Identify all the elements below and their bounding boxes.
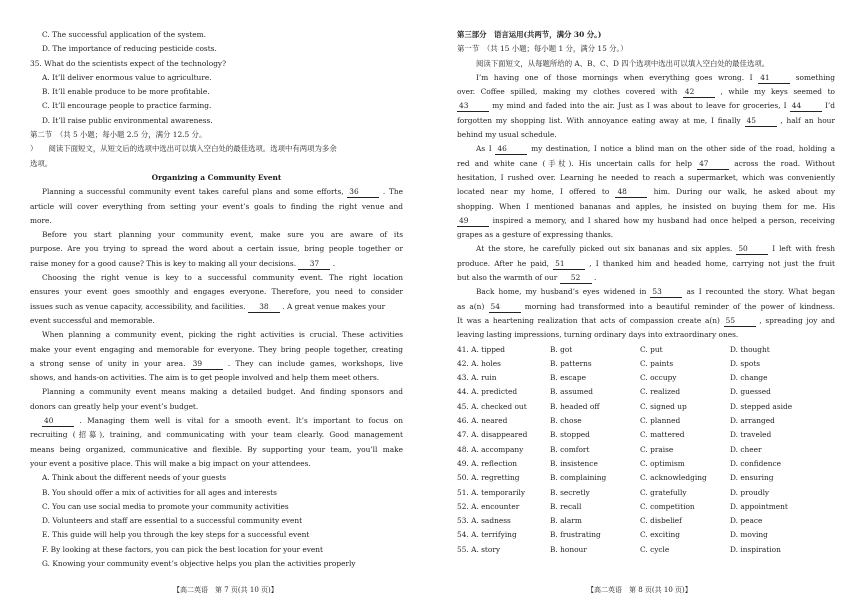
option-row [457, 457, 835, 471]
text-line [30, 300, 403, 314]
answer-blank: 43 [457, 101, 489, 112]
text-line: D. Volunteers and staff are essential to a successful community event [42, 516, 303, 526]
option-choice: 47. A. disappeared [457, 430, 528, 440]
option-choice: 48. A. accompany [457, 444, 524, 454]
text-line: shows, and hands-on activities. The aim is to get people involved and help them meet others. [30, 373, 380, 383]
option-choice: B. got [550, 344, 573, 354]
option-row [457, 528, 835, 542]
answer-blank: 45 [745, 116, 777, 127]
text-line [457, 85, 835, 99]
option-choice: C. praise [640, 444, 674, 454]
line-text: inspired a memory, and I shared how my husband had once helped a person, receiving [492, 215, 835, 225]
option-choice: D. appointment [730, 501, 788, 511]
text-line: hesitation, I rushed over. Learning he needed to reach a supermarket, which was conveniently [457, 172, 835, 182]
line-text: . They can include games, workshops, live [227, 358, 403, 368]
line-text: I’d [824, 101, 835, 111]
exam-page-8 [430, 0, 860, 608]
option-row [457, 500, 835, 514]
text-line: event successful and memorable. [30, 315, 155, 325]
option-row [457, 414, 835, 428]
option-choice: C. competition [640, 501, 695, 511]
option-choice: D. ensuring [730, 473, 774, 483]
line-text: my mind and faded into the air. Just as I was about to leave for groceries, I [492, 101, 787, 111]
text-line: make your event engaging and memorable for everyone. They bring people together, creating [30, 344, 403, 354]
option-row [457, 343, 835, 357]
option-choice: B. honour [550, 544, 587, 554]
option-choice: D. cheer [730, 444, 762, 454]
answer-blank: 44 [790, 101, 822, 112]
text-line: 第三部分 语言运用(共两节，满分 30 分。) [457, 30, 602, 39]
option-choice: C. cycle [640, 544, 670, 554]
answer-blank: 39 [191, 359, 223, 370]
page-7-footer: 【高二英语 第 7 页(共 10 页)】 [173, 586, 278, 594]
option-choice: C. put [640, 344, 663, 354]
text-line: ） 阅读下面短文，从短文后的选项中选出可以填入空白处的最佳选项。选项中有两项为多余 [30, 144, 337, 154]
text-line: Choosing the right venue is key to a successful community event. The right location [42, 273, 403, 283]
option-choice: B. patterns [550, 358, 592, 368]
line-text: my destination, I notice a blind man on the other side of the road, holding a [531, 144, 835, 154]
text-line: B. It’ll enable produce to be more profitable. [42, 87, 210, 97]
text-line: more. [30, 215, 52, 225]
line-text: , I thanked him and headed home, carrying not just the fruit [589, 258, 835, 268]
answer-blank: 41 [758, 73, 790, 84]
text-line: E. This guide will help you through the key steps for a successful event [42, 530, 310, 540]
answer-blank: 53 [650, 287, 682, 298]
page-8-text-column [457, 28, 835, 557]
line-text: as a(n) [457, 301, 485, 311]
text-line: behind my usual schedule. [457, 130, 557, 140]
option-choice: D. peace [730, 516, 763, 526]
option-choice: D. proudly [730, 487, 770, 497]
answer-blank: 36 [347, 187, 379, 198]
option-row [457, 471, 835, 485]
text-line: B. You should offer a mix of activities for all ages and interests [42, 487, 277, 497]
answer-blank: 47 [697, 159, 729, 170]
option-row [457, 357, 835, 371]
option-choice: 53. A. sadness [457, 516, 511, 526]
option-choice: C. signed up [640, 401, 687, 411]
answer-blank: 54 [489, 302, 521, 313]
text-line: ensures your event goes smoothly and engages everyone. Therefore, you need to consider [30, 287, 403, 297]
text-line: D. It’ll raise public environmental awareness. [42, 115, 213, 125]
option-choice: 41. A. tipped [457, 344, 506, 354]
option-choice: 46. A. neared [457, 416, 508, 426]
text-line: F. By looking at these factors, you can pick the best location for your event [42, 544, 324, 554]
text-line [457, 257, 835, 271]
option-choice: D. stepped aside [730, 401, 793, 411]
line-text: across the road. Without [734, 158, 835, 168]
line-text: I’m having one of those mornings when everything goes wrong. I [476, 72, 753, 82]
option-row [457, 514, 835, 528]
line-text: It was a heartening realization that acts of compassion create a(n) [457, 315, 720, 325]
option-choice: C. optimism [640, 458, 685, 468]
text-line: Before you start planning your community event, make sure you are aware of its [42, 230, 403, 240]
text-line: When planning a community event, picking the right activities is crucial. These activities [42, 330, 403, 340]
option-choice: B. headed off [550, 401, 600, 411]
option-choice: C. realized [640, 387, 681, 397]
line-text: issues such as venue capacity, accessibility, and facilities. [30, 301, 246, 311]
text-line [457, 214, 835, 228]
text-line [457, 285, 835, 299]
option-choice: B. chose [550, 416, 582, 426]
text-line: 阅读下面短文，从每题所给的 A、B、C、D 四个选项中选出可以填入空白处的最佳选项。 [476, 58, 770, 68]
option-choice: 42. A. holes [457, 358, 501, 368]
text-line: C. The successful application of the system. [42, 30, 206, 39]
text-line: 第一节 （共 15 小题；每小题 1 分，满分 15 分。） [457, 44, 628, 54]
option-row [457, 543, 835, 557]
text-line [30, 357, 403, 371]
text-line: recruiting (招募), training, and communicating with your team clearly. Good management [30, 430, 403, 440]
text-line [457, 99, 835, 113]
text-line [457, 157, 835, 171]
cloze-options-table [457, 343, 835, 557]
option-choice: B. recall [550, 501, 582, 511]
option-choice: B. escape [550, 373, 586, 383]
line-text: as I recounted the story. What began [686, 287, 835, 297]
line-text: something [795, 72, 835, 82]
option-choice: 45. A. checked out [457, 401, 527, 411]
line-text: At the store, he carefully picked out six bananas and six apples. [476, 244, 733, 254]
option-row [457, 443, 835, 457]
option-choice: 49. A. reflection [457, 458, 518, 468]
option-row [457, 371, 835, 385]
option-choice: B. alarm [550, 516, 582, 526]
text-line [457, 142, 835, 156]
line-text: . Managing them well is vital for a smooth event. It’s important to focus on [79, 416, 403, 426]
page-8-footer: 【高二英语 第 8 页(共 10 页)】 [587, 586, 692, 594]
option-choice: 43. A. ruin [457, 373, 497, 383]
text-line [457, 185, 835, 199]
line-text: , spreading joy and [759, 315, 835, 325]
text-line: Organizing a Community Event [151, 172, 282, 182]
option-choice: C. mattered [640, 430, 685, 440]
option-choice: D. traveled [730, 430, 772, 440]
option-choice: D. moving [730, 530, 768, 540]
option-row [457, 385, 835, 399]
option-choice: D. change [730, 373, 768, 383]
option-choice: 54. A. terrifying [457, 530, 517, 540]
text-line: C. You can use social media to promote your community activities [42, 501, 289, 511]
text-line: G. Knowing your community event’s objective helps you plan the activities properly [42, 558, 356, 568]
line-text: , while my keys seemed to [720, 87, 835, 97]
text-line: 第二节 （共 5 小题；每小题 2.5 分，满分 12.5 分。 [30, 130, 207, 140]
text-line [457, 314, 835, 328]
line-text: but also the warmth of our [457, 273, 558, 283]
text-line [30, 414, 403, 428]
text-line [457, 300, 835, 314]
option-choice: B. comfort [550, 444, 590, 454]
text-line: 35. What do the scientists expect of the technology? [30, 58, 227, 68]
text-line: Planning a community event means making a detailed budget. And finding sponsors and [42, 387, 403, 397]
option-choice: C. paints [640, 358, 674, 368]
line-text: I left with fresh [772, 244, 835, 254]
text-line: donors can greatly help your event’s budget. [30, 401, 199, 411]
cloze-passage [457, 28, 835, 343]
option-choice: D. inspiration [730, 544, 781, 554]
line-text: located near my home, I offered to [457, 187, 610, 197]
option-choice: B. insistence [550, 458, 598, 468]
option-choice: C. exciting [640, 530, 680, 540]
line-text: . A great venue makes your [282, 301, 386, 311]
line-text: morning had transformed into a beautiful reminder of the power of kindness. [524, 301, 835, 311]
option-choice: 52. A. encounter [457, 501, 520, 511]
option-choice: D. confidence [730, 458, 782, 468]
text-line: means being organized, communicative and flexible. By supporting your team, you’ll make [30, 444, 403, 454]
line-text: forgotten my shopping list. With annoyance eating away at me, I finally [457, 115, 741, 125]
line-text: As I [476, 144, 492, 154]
text-line [457, 242, 835, 256]
option-choice: C. occupy [640, 373, 677, 383]
answer-blank: 40 [42, 416, 74, 427]
answer-blank: 46 [495, 144, 527, 155]
text-line: 选项。 [30, 158, 53, 168]
line-text: a strong sense of unity in your area. [30, 358, 186, 368]
line-text: . The [382, 187, 403, 197]
line-text: , half an hour [780, 115, 835, 125]
option-row [457, 400, 835, 414]
option-choice: B. frustrating [550, 530, 601, 540]
text-line: purpose. Are you trying to spread the word about a certain issue, bring people together or [30, 244, 403, 254]
text-line: article will cover everything from setting your event’s goals to finding the right venue and [30, 201, 403, 211]
text-line: shopping. When I mentioned bananas and apples, he insisted on buying them for me. His [457, 201, 835, 211]
option-choice: 55. A. story [457, 544, 501, 554]
line-text: over. Coffee spilled, making my clothes covered with [457, 87, 678, 97]
line-text: produce. After he paid, [457, 258, 550, 268]
option-choice: 51. A. temporarily [457, 487, 526, 497]
option-choice: C. planned [640, 416, 681, 426]
text-line [457, 71, 835, 85]
option-choice: C. disbelief [640, 516, 682, 526]
option-row [457, 486, 835, 500]
line-text: red and white cane (手杖). His uncertain calls for help [457, 158, 692, 168]
line-text: raise money for a good cause? This is key to making all your decisions. [30, 258, 297, 268]
line-text: him. During our walk, he asked about my [653, 187, 835, 197]
text-line: C. It’ll encourage people to practice farming. [42, 101, 212, 111]
option-choice: D. guessed [730, 387, 771, 397]
line-text: . [593, 273, 597, 283]
answer-blank: 52 [560, 273, 592, 284]
text-line [30, 185, 403, 199]
option-choice: C. acknowledging [640, 473, 707, 483]
text-line: A. Think about the different needs of your guests [42, 473, 227, 483]
option-choice: 44. A. predicted [457, 387, 518, 397]
answer-blank: 55 [724, 316, 756, 327]
answer-blank: 50 [736, 244, 768, 255]
answer-blank: 37 [298, 259, 330, 270]
line-text: Back home, my husband’s eyes widened in [476, 287, 647, 297]
text-line [457, 114, 835, 128]
option-choice: 50. A. regretting [457, 473, 520, 483]
option-choice: D. arranged [730, 416, 775, 426]
text-line: A. It’ll deliver enormous value to agriculture. [42, 72, 212, 82]
option-row [457, 428, 835, 442]
text-line: leaving lasting impressions, turning ordinary days into extraordinary ones. [457, 330, 739, 340]
option-choice: B. stopped [550, 430, 590, 440]
option-choice: C. gratefully [640, 487, 687, 497]
option-choice: D. thought [730, 344, 770, 354]
option-choice: B. assumed [550, 387, 593, 397]
text-line: grapes as a gesture of expressing thanks. [457, 230, 614, 240]
text-line: D. The importance of reducing pesticide costs. [42, 44, 217, 54]
option-choice: B. complaining [550, 473, 607, 483]
answer-blank: 38 [248, 302, 280, 313]
answer-blank: 49 [457, 216, 489, 227]
line-text: . [332, 258, 336, 268]
text-line [457, 271, 835, 285]
answer-blank: 51 [553, 259, 585, 270]
option-choice: B. secretly [550, 487, 590, 497]
text-line [30, 257, 403, 271]
page-7-text-column [30, 28, 403, 571]
answer-blank: 42 [683, 87, 715, 98]
text-line: your event a positive place. This will make a big impact on your attendees. [30, 458, 311, 468]
option-choice: D. spots [730, 358, 761, 368]
answer-blank: 48 [615, 187, 647, 198]
line-text: Planning a successful community event takes careful plans and some efforts, [42, 187, 344, 197]
